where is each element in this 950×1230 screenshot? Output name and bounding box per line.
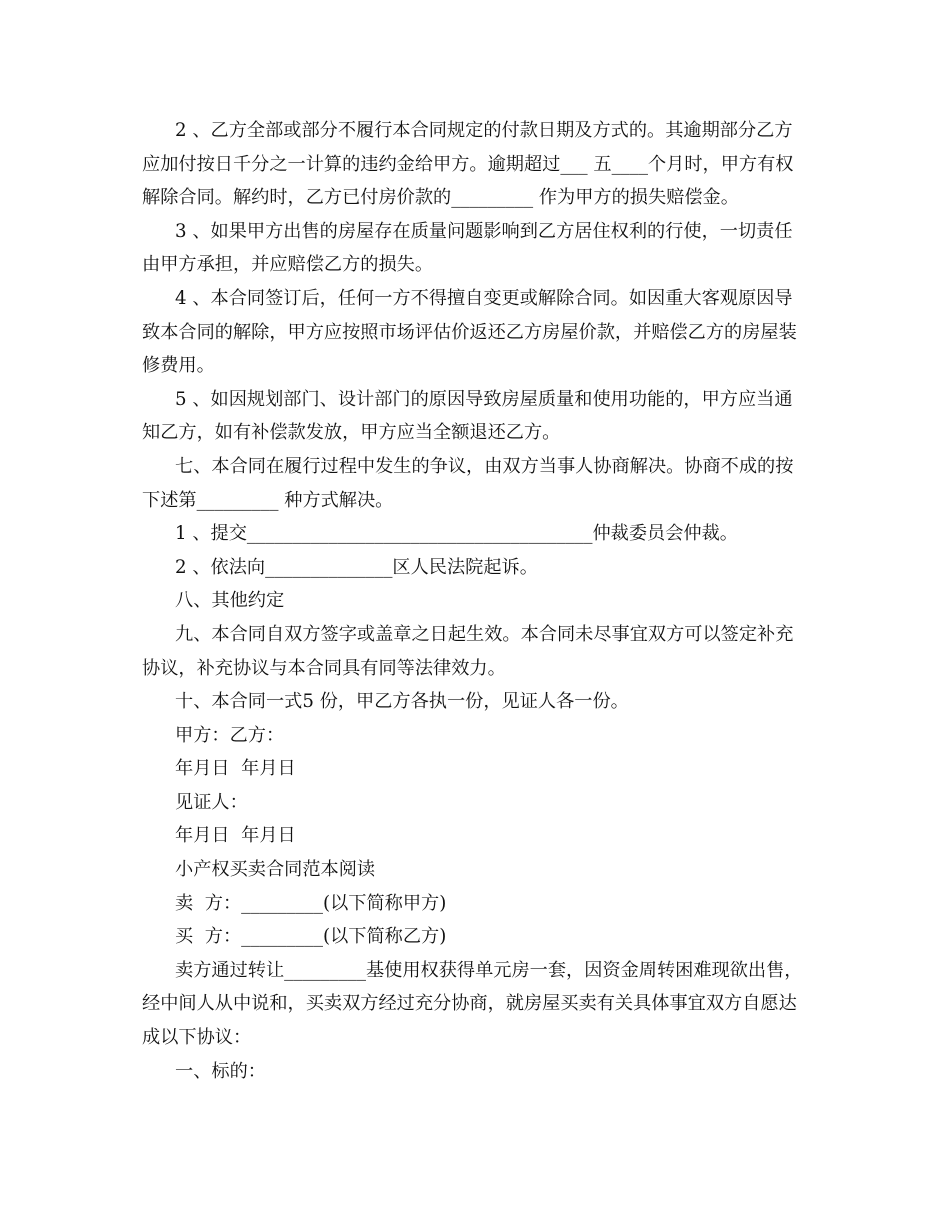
- document-paragraph: [142, 551, 832, 585]
- document-text-line: 由甲方承担，并应赔偿乙方的损失。: [142, 254, 434, 276]
- document-text-line: 成以下协议：: [142, 1027, 252, 1049]
- document-text-line: 年月日 年月日: [175, 758, 296, 780]
- document-text-line: 解除合同。解约时，乙方已付房价款的_________ 作为甲方的损失赔偿金。: [142, 187, 739, 209]
- document-text-line: 修费用。: [142, 355, 215, 377]
- document-paragraph: [142, 215, 832, 282]
- document-text-line: 5 、如因规划部门、设计部门的原因导致房屋质量和使用功能的，甲方应当通: [175, 388, 793, 410]
- document-text-line: 一、标的：: [175, 1060, 266, 1082]
- document-text-line: 年月日 年月日: [175, 825, 296, 847]
- document-text-line: 3 、如果甲方出售的房屋存在质量问题影响到乙方居住权利的行使，一切责任: [175, 220, 793, 242]
- document-paragraph: [142, 114, 832, 215]
- document-paragraph: [142, 887, 832, 921]
- document-text-line: 2 、依法向______________区人民法院起诉。: [175, 556, 538, 578]
- document-paragraph: [142, 954, 832, 1055]
- document-text-line: 下述第_________ 种方式解决。: [142, 489, 394, 511]
- document-text-line: 八、其他约定: [175, 590, 285, 612]
- document-paragraph: [142, 719, 832, 753]
- document-text-line: 2 、乙方全部或部分不履行本合同规定的付款日期及方式的。其逾期部分乙方: [175, 120, 793, 141]
- document-text-line: 买 方：_________(以下简称乙方): [175, 926, 447, 948]
- document-paragraph: [142, 853, 832, 887]
- document-body: [142, 114, 832, 1088]
- document-paragraph: [142, 1055, 832, 1089]
- document-paragraph: [142, 786, 832, 820]
- document-text-line: 4 、本合同签订后，任何一方不得擅自变更或解除合同。如因重大客观原因导: [175, 287, 793, 309]
- document-paragraph: [142, 920, 832, 954]
- document-paragraph: [142, 752, 832, 786]
- document-paragraph: [142, 282, 832, 383]
- document-text-line: 致本合同的解除，甲方应按照市场评估价返还乙方房屋价款，并赔偿乙方的房屋装: [142, 321, 797, 343]
- document-paragraph: [142, 584, 832, 618]
- document-text-line: 卖方通过转让_________基使用权获得单元房一套，因资金周转困难现欲出售，: [175, 959, 803, 981]
- document-text-line: 应加付按日千分之一计算的违约金给甲方。逾期超过___ 五____个月时，甲方有权: [142, 153, 794, 175]
- document-text-line: 协议，补充协议与本合同具有同等法律效力。: [142, 657, 506, 679]
- document-text-line: 卖 方：_________(以下简称甲方): [175, 892, 447, 914]
- document-paragraph: [142, 618, 832, 685]
- document-text-line: 十、本合同一式5 份，甲乙方各执一份，见证人各一份。: [175, 691, 629, 713]
- document-text-line: 见证人：: [175, 791, 248, 813]
- document-text-line: 甲方：乙方：: [175, 724, 285, 746]
- document-text-line: 七、本合同在履行过程中发生的争议，由双方当事人协商解决。协商不成的按: [175, 455, 794, 477]
- document-paragraph: [142, 383, 832, 450]
- document-text-line: 九、本合同自双方签字或盖章之日起生效。本合同未尽事宜双方可以签定补充: [175, 623, 794, 645]
- document-text-line: 小产权买卖合同范本阅读: [175, 859, 376, 881]
- document-paragraph: [142, 450, 832, 517]
- document-text-line: 知乙方，如有补偿款发放，甲方应当全额退还乙方。: [142, 422, 561, 444]
- document-paragraph: [142, 685, 832, 719]
- document-paragraph: [142, 819, 832, 853]
- document-paragraph: [142, 517, 832, 551]
- document-text-line: 经中间人从中说和，买卖双方经过充分协商，就房屋买卖有关具体事宜双方自愿达: [142, 993, 797, 1015]
- document-text-line: 1 、提交______________________________________仲裁委员会仲裁。: [175, 523, 738, 545]
